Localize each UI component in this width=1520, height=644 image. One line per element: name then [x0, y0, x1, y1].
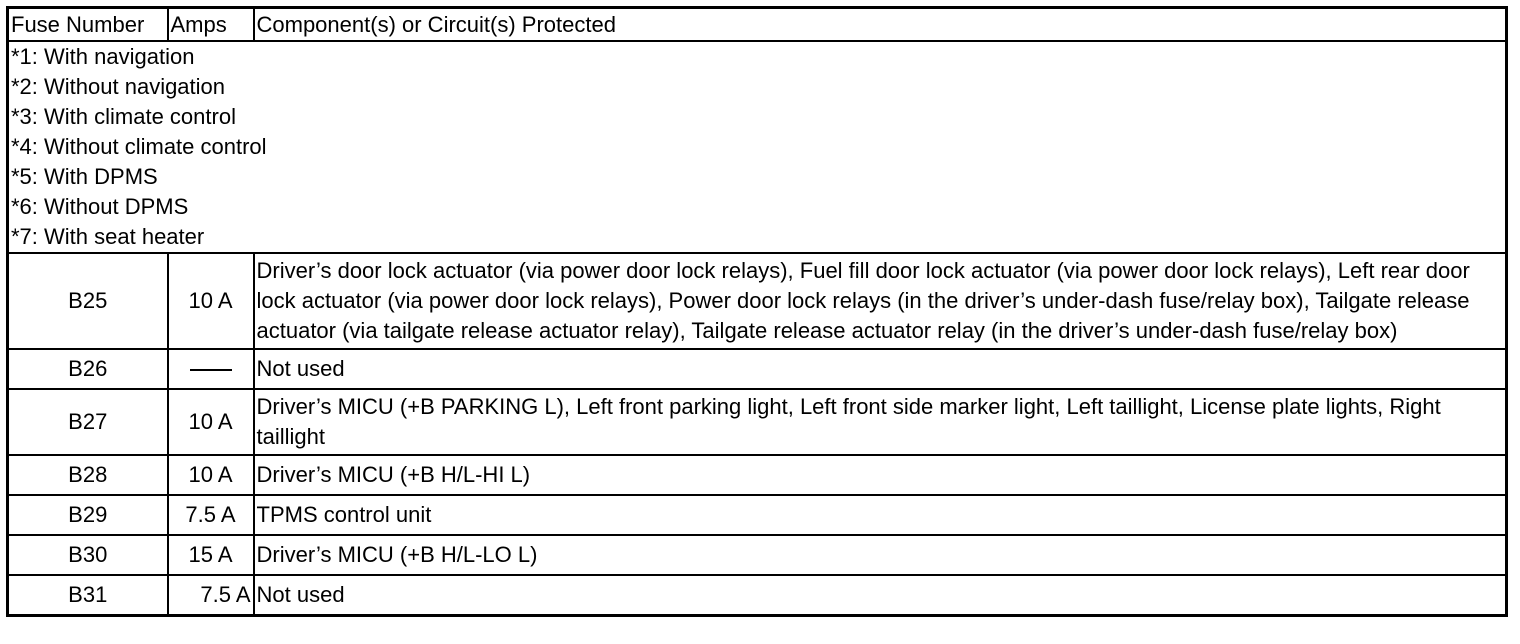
- table-row: [8, 535, 1507, 575]
- amps-cell: 10 A: [168, 253, 254, 349]
- protected-cell: Not used: [254, 349, 1507, 389]
- note-line: *1: With navigation: [11, 44, 195, 69]
- note-line: *7: With seat heater: [11, 224, 205, 249]
- notes-row: [8, 41, 1507, 253]
- fuse-number-cell: B27: [8, 389, 168, 455]
- fuse-number-cell: B28: [8, 455, 168, 495]
- fuse-number-cell: B31: [8, 575, 168, 616]
- protected-cell: Driver’s MICU (+B H/L-LO L): [254, 535, 1507, 575]
- fuse-number-cell: B29: [8, 495, 168, 535]
- amps-cell: [168, 349, 254, 389]
- note-line: *6: Without DPMS: [11, 194, 189, 219]
- note-line: *2: Without navigation: [11, 74, 226, 99]
- protected-cell: Driver’s MICU (+B PARKING L), Left front parking light, Left front side marker light, Left taillight, License plate lights, Right taillight: [254, 389, 1507, 455]
- protected-cell: Driver’s MICU (+B H/L-HI L): [254, 455, 1507, 495]
- fuse-table: [6, 6, 1508, 617]
- table-row: [8, 495, 1507, 535]
- table-row: [8, 253, 1507, 349]
- amps-cell: 10 A: [168, 455, 254, 495]
- table-row: [8, 575, 1507, 616]
- note-line: *5: With DPMS: [11, 164, 158, 189]
- protected-cell: Driver’s door lock actuator (via power door lock relays), Fuel fill door lock actuator (via power door lock relays), Left rear door lock actuator (via power door lock relays), Power door lock relays (in the driver’s under-dash fuse/relay box), Tailgate release actuator (via tailgate release actuator relay), Tailgate release actuator relay (in the driver’s under-dash fuse/relay box): [254, 253, 1507, 349]
- not-applicable-dash: [190, 369, 232, 371]
- amps-cell: 7.5 A: [168, 495, 254, 535]
- fuse-number-cell: B30: [8, 535, 168, 575]
- fuse-number-cell: B26: [8, 349, 168, 389]
- header-protected: Component(s) or Circuit(s) Protected: [254, 8, 1507, 42]
- note-line: *3: With climate control: [11, 104, 236, 129]
- table-row: [8, 389, 1507, 455]
- notes-cell: [8, 41, 1507, 253]
- protected-cell: TPMS control unit: [254, 495, 1507, 535]
- header-amps: Amps: [168, 8, 254, 42]
- amps-cell: 7.5 A: [168, 575, 254, 616]
- table-row: [8, 455, 1507, 495]
- header-fuse-number: Fuse Number: [8, 8, 168, 42]
- note-line: *4: Without climate control: [11, 134, 267, 159]
- protected-cell: Not used: [254, 575, 1507, 616]
- amps-cell: 10 A: [168, 389, 254, 455]
- table-row: [8, 349, 1507, 389]
- amps-cell: 15 A: [168, 535, 254, 575]
- header-row: [8, 8, 1507, 42]
- fuse-number-cell: B25: [8, 253, 168, 349]
